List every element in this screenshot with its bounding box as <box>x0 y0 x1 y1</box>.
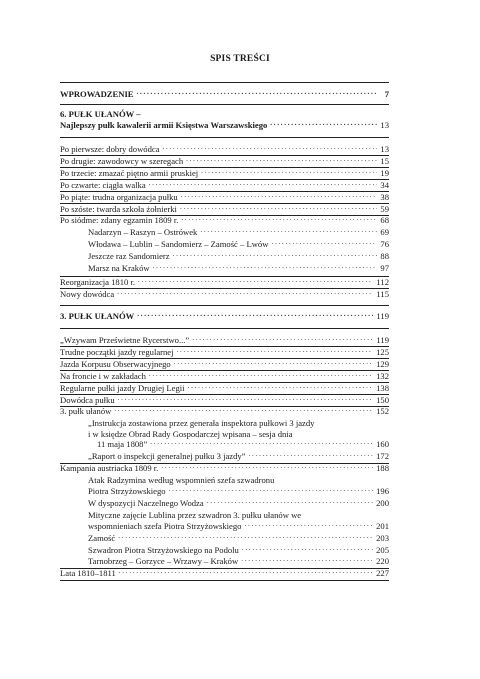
toc-entry <box>60 346 389 358</box>
toc-entry-page: 76 <box>380 239 389 249</box>
dot-leader <box>153 264 378 272</box>
toc-entry-label: W dyspozycji Naczelnego Wodza <box>88 498 204 508</box>
toc-entry <box>60 358 389 370</box>
dot-leader <box>188 384 374 392</box>
toc-entry-label: Po drugie: zawodowcy w szeregach <box>60 156 184 166</box>
toc-entry-page: 97 <box>380 263 389 273</box>
toc-entry-page: 38 <box>380 192 389 202</box>
dot-leader <box>180 205 377 213</box>
toc-entry-label: „Wzywam Prześwietne Rycerstwo...” <box>60 335 190 345</box>
dot-leader <box>138 278 373 286</box>
toc-entry-page: 15 <box>380 156 389 166</box>
toc-entry <box>60 88 389 100</box>
toc-entry <box>60 276 389 288</box>
dot-leader <box>149 372 373 380</box>
dot-leader <box>177 348 374 356</box>
toc-entry-page: 196 <box>376 486 389 496</box>
toc-entry-page: 201 <box>376 521 389 531</box>
divider <box>60 137 389 138</box>
dot-leader <box>149 181 378 189</box>
toc-entry-label: Po czwarte: ciągła walka <box>60 180 146 190</box>
toc-entry-label: „Raport o inspekcji generalnej pułku 3 jazdy” <box>88 451 246 461</box>
dot-leader <box>186 157 377 165</box>
toc-entry-page: 203 <box>376 533 389 543</box>
toc-entry-page: 13 <box>380 120 389 130</box>
toc-entry <box>60 191 389 203</box>
toc-entry-label: Nowy dowódca <box>60 289 115 299</box>
divider <box>60 328 389 329</box>
toc-entry-page: 132 <box>376 371 389 381</box>
dot-leader <box>137 312 373 320</box>
toc-entry <box>60 179 389 191</box>
toc-entry-label: Dowódca pułku <box>60 395 115 405</box>
toc-entry-page: 152 <box>376 406 389 416</box>
toc-entry-label: Jeszcze raz Sandomierz <box>88 251 170 261</box>
toc-entry-label: Po pierwsze: dobry dowódca <box>60 144 160 154</box>
toc-entry-page: 19 <box>380 168 389 178</box>
toc-entry <box>60 462 389 474</box>
toc-entry-page: 125 <box>376 347 389 357</box>
toc-entry-page: 13 <box>380 144 389 154</box>
toc-entry <box>60 334 389 346</box>
toc-entry <box>60 119 389 131</box>
toc-entry-label: Po szóste: twarda szkoła żołnierki <box>60 204 177 214</box>
toc-subentry-line: i w księdze Obrad Rady Gospodarczej wpisana – sesja dnia <box>88 429 293 439</box>
toc-entry <box>60 567 389 579</box>
toc-entry-page: 200 <box>376 498 389 508</box>
toc-entry-page: 205 <box>376 545 389 555</box>
toc-entry <box>60 370 389 382</box>
dot-leader <box>270 121 377 129</box>
dot-leader <box>114 407 373 415</box>
dot-leader <box>137 90 378 98</box>
divider <box>60 82 389 83</box>
dot-leader <box>249 452 374 460</box>
toc-entry-page: 115 <box>376 289 389 299</box>
dot-leader <box>150 440 373 448</box>
toc-subentry <box>88 238 389 250</box>
dot-leader <box>192 336 373 344</box>
toc-subentry-line: Mityczne zajęcie Lublina przez szwadron 3. pułku ułanów we <box>88 510 302 520</box>
dot-leader <box>241 557 373 565</box>
toc-entry-page: 129 <box>376 359 389 369</box>
toc-subentry <box>97 438 389 450</box>
toc-entry-page: 68 <box>380 215 389 225</box>
toc-entry-page: 69 <box>380 227 389 237</box>
toc-entry-page: 150 <box>376 395 389 405</box>
dot-leader <box>119 569 373 577</box>
toc-entry-label: Zamość <box>88 533 116 543</box>
toc-entry-label: Na froncie i w zakładach <box>60 371 146 381</box>
dot-leader <box>118 396 373 404</box>
dot-leader <box>173 252 378 260</box>
toc-entry-page: 59 <box>380 204 389 214</box>
dot-leader <box>118 534 373 542</box>
toc-subentry-line: Atak Radzymina według wspomnień szefa szwadronu <box>88 475 275 485</box>
divider <box>60 305 389 306</box>
dot-leader <box>174 360 373 368</box>
toc-entry-label: Regularne pułki jazdy Drugiej Legii <box>60 383 185 393</box>
toc-entry-label: WPROWADZENIE <box>60 89 134 99</box>
toc-entry-label: Szwadron Piotra Strzyżowskiego na Podolu <box>88 545 239 555</box>
toc-entry-page: 119 <box>376 311 389 321</box>
toc-entry-label: Reorganizacja 1810 r. <box>60 277 136 287</box>
toc-entry-label: Po trzecie: zmazać piętno armii pruskiej <box>60 168 199 178</box>
toc-subentry <box>88 532 389 544</box>
toc-entry-label: 3. pułk ułanów <box>60 406 112 416</box>
toc-entry-page: 34 <box>380 180 389 190</box>
toc-entry-page: 188 <box>376 463 389 473</box>
toc-entry-label: 11 maja 1808” <box>97 439 148 449</box>
toc-entry <box>60 143 389 155</box>
toc-subentry <box>88 497 389 509</box>
toc-entry-label: Po siódme: zdany egzamin 1809 r. <box>60 215 179 225</box>
toc-subentry <box>88 485 389 497</box>
dot-leader <box>181 216 377 224</box>
dot-leader <box>163 145 378 153</box>
toc-entry <box>60 167 389 179</box>
toc-entry <box>60 405 389 417</box>
toc-entry-label: Piotra Strzyżowskiego <box>88 486 166 496</box>
page-title: SPIS TREŚCI <box>210 54 270 64</box>
toc-entry-label: Kampania austriacka 1809 r. <box>60 463 159 473</box>
toc-subentry <box>88 555 389 567</box>
toc-chapter-heading: 6. PUŁK UŁANÓW – <box>60 109 141 119</box>
toc-entry-label: Jazda Korpusu Obserwacyjnego <box>60 359 171 369</box>
toc-entry-page: 88 <box>380 251 389 261</box>
dot-leader <box>207 499 373 507</box>
toc-subentry <box>88 520 389 532</box>
toc-entry <box>60 310 389 322</box>
dot-leader <box>161 464 373 472</box>
toc-entry-label: Lata 1810–1811 <box>60 568 116 578</box>
toc-subentry <box>88 226 389 238</box>
toc-entry-page: 119 <box>376 335 389 345</box>
divider <box>60 580 389 581</box>
toc-entry-label: Po piąte: trudna organizacja pułku <box>60 192 178 202</box>
divider <box>60 104 389 105</box>
dot-leader <box>271 240 377 248</box>
toc-entry-label: Włodawa – Lublin – Sandomierz – Zamość – Lwów <box>88 239 269 249</box>
toc-entry-page: 220 <box>376 556 389 566</box>
dot-leader <box>242 546 373 554</box>
toc-entry <box>60 382 389 394</box>
toc-entry-page: 112 <box>376 277 389 287</box>
toc-entry-label: Najlepszy pułk kawalerii armii Księstwa Warszawskiego <box>60 120 268 130</box>
toc-entry-label: Nadarzyn – Raszyn – Ostrówek <box>88 227 198 237</box>
toc-entry-page: 138 <box>376 383 389 393</box>
toc-subentry <box>88 250 389 262</box>
dot-leader <box>244 522 373 530</box>
toc-entry-label: Marsz na Kraków <box>88 263 150 273</box>
dot-leader <box>169 487 374 495</box>
toc-entry-label: 3. PUŁK UŁANÓW <box>60 311 135 321</box>
toc-entry-page: 160 <box>376 439 389 449</box>
dot-leader <box>201 169 377 177</box>
dot-leader <box>200 228 377 236</box>
toc-entry-label: Tarnobrzeg – Gorzyce – Wrzawy – Kraków <box>88 556 239 566</box>
toc-entry <box>60 214 389 226</box>
dot-leader <box>181 193 378 201</box>
toc-subentry <box>88 450 389 462</box>
toc-entry-label: Trudne początki jazdy regularnej <box>60 347 174 357</box>
toc-entry-page: 7 <box>384 89 389 99</box>
toc-entry-label: wspomnieniach szefa Piotra Strzyżowskiego <box>88 521 242 531</box>
dot-leader <box>117 290 373 298</box>
toc-subentry <box>88 262 389 274</box>
toc-entry <box>60 288 389 300</box>
toc-entry-page: 172 <box>376 451 389 461</box>
toc-entry <box>60 155 389 167</box>
toc-subentry-line: „Instrukcja zostawiona przez generała inspektora pułkowi 3 jazdy <box>88 418 315 428</box>
toc-entry-page: 227 <box>376 568 389 578</box>
